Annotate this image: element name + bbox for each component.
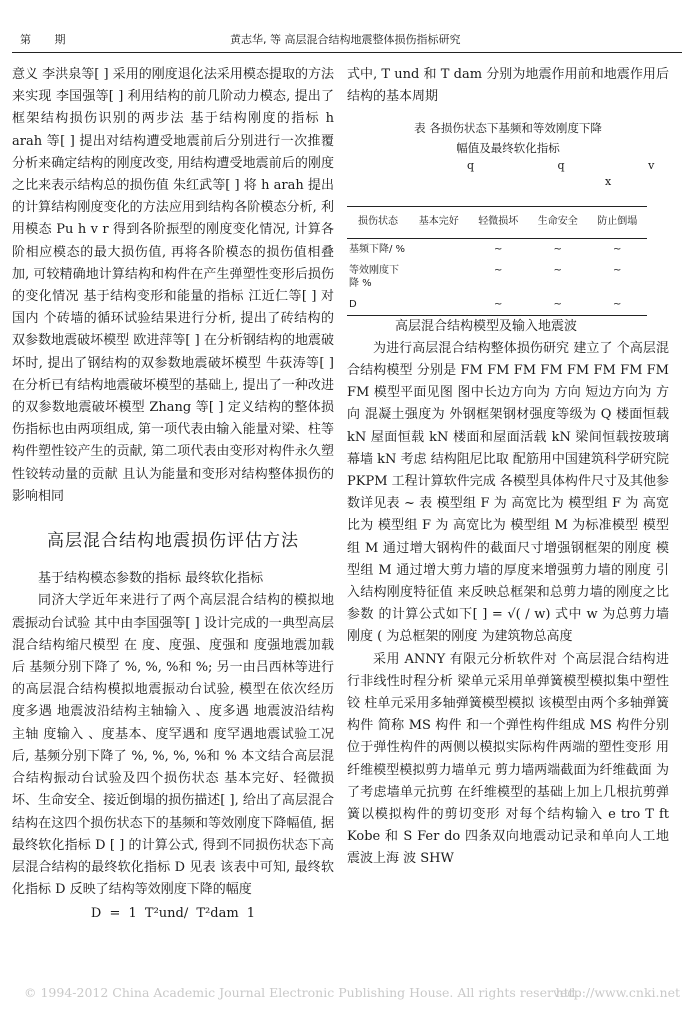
right-paragraph-1: 式中, T und 和 T dam 分别为地震作用前和地震作用后结构的基本周期 xyxy=(347,67,669,105)
damage-table xyxy=(347,206,647,315)
caption-symbols-row-2: x xyxy=(605,175,612,189)
subsection-title: 基于结构模态参数的指标 最终软化指标 xyxy=(38,571,264,587)
table-row xyxy=(347,238,647,260)
row-label: 基频下降/ % xyxy=(349,243,406,255)
running-title: 黄志华, 等 高层混合结构地震整体损伤指标研究 xyxy=(230,33,461,46)
table-cell xyxy=(409,238,469,260)
table-cell: ~ xyxy=(613,243,622,255)
caption-symbols xyxy=(347,158,669,190)
equation-d: D = 1 T²und/ T²dam 1 xyxy=(90,906,256,922)
table-cell: ~ xyxy=(469,294,529,316)
left-column xyxy=(12,64,334,926)
table-caption xyxy=(347,118,669,158)
table-cell: ~ xyxy=(613,264,622,276)
right-paragraph-3: 采用 ANNY 有限元分析软件对 个高层混合结构进行非线性时程分析 梁单元采用单弹簧模型模拟集中塑性铰 柱单元采用多轴弹簧模型模拟 该模型由两个多轴弹簧构件 简称 MS 构件 和一个弹性构件组成 MS 构件分别位于弹性构件的两侧以模拟实际构件两端的塑性变形 用纤维模型模拟剪力墙单元 剪力墙两端截面为纤维截面 为了考虑墙单元抗剪 在纤维模型的基础上加上几根抗剪弹簧以模拟构件的剪切变形 对每个结构输入 e tro T ft Kobe 和 S Fer do 四条双向地震动记录和单向人工地震波上海 波 SHW xyxy=(347,651,669,867)
copyright-watermark: © 1994-2012 China Academic Journal Electronic Publishing House. All rights reserved. xyxy=(24,985,580,1000)
issue-label: 第 期 xyxy=(20,33,76,46)
header-rule xyxy=(12,52,682,53)
table-header: 防止倒塌 xyxy=(588,207,648,238)
table-header: 损伤状态 xyxy=(347,207,409,238)
table-cell: ~ xyxy=(494,264,503,276)
section-title: 高层混合结构地震损伤评估方法 xyxy=(47,531,299,552)
table-header-row xyxy=(347,207,647,238)
table-header: 生命安全 xyxy=(528,207,588,238)
table-cell xyxy=(409,260,469,294)
table-caption-line-1: 表 各损伤状态下基频和等效刚度下降 xyxy=(414,121,602,136)
table-caption-line-2: 幅值及最终软化指标 xyxy=(456,141,560,156)
table-cell xyxy=(409,294,469,316)
page-header xyxy=(0,28,694,50)
row-label: D xyxy=(347,294,409,316)
footer-url[interactable]: http://www.cnki.net xyxy=(555,985,680,1000)
table-cell: ~ xyxy=(494,243,503,255)
left-paragraph-2: 同济大学近年来进行了两个高层混合结构的模拟地震振动台试验 其中由李国强等[ ] 设计完成的一典型高层混合结构缩尺模型 在 度、度强、度强和 度强地震加载后 基频分别下降了 %, %, %和 %; 另一由吕西林等进行的高层混合结构模拟地震振动台试验, 模型在依次经历 度多遇 地震波沿结构主轴输入 、度多遇 地震波沿结构主轴 度输入 、度基本、度罕遇和 度罕遇地震试验工况后, 基频分别下降了 %, %, %, %和 % 本文结合高层混合结构振动台试验及四个损伤状态 基本完好、轻微损坏、生命安全、接近倒塌的损伤描述[ ], 给出了高层混合结构在这四个损伤状态下的基频和等效刚度下降幅值, 据最终软化指标 D [ ] 的计算公式, 得到不同损伤状态下高层混合结构的最终软化指标 D 见表 该表中可知, 最终软化指标 D 反映了结构等效刚度下降的幅度 xyxy=(12,593,334,898)
caption-symbols-row-1: q q v xyxy=(467,159,655,173)
right-paragraph-2: 为进行高层混合结构整体损伤研究 建立了 个高层混合结构模型 分别是 FM FM FM FM FM FM FM FM FM 模型平面见图 图中长边方向为 方向 短边方向为 方向 混凝土强度为 外钢框架钢材强度等级为 Q 楼面恒载 kN 屋面恒载 kN 楼面和屋面活载 kN 梁间恒载按玻璃幕墙 kN 考虑 结构阻尼比取 配筋用中国建筑科学研究院 PKPM 工程计算软件完成 各模型具体构件尺寸及其他参数详见表 ~ 表 模型组 F 为 高宽比为 模型组 F 为 高宽比为 模型组 F 为 高宽比为 模型组 M 为标准模型 模型组 M 通过增大钢构件的截面尺寸增强钢框架的刚度 模型组 M 通过增大剪力墙的厚度来增强剪力墙的刚度 引入结构刚度特征值 来反映总框架和总剪力墙的刚度之比 参数 的计算公式如下[ ] = √( / w) 式中 w 为总剪力墙刚度 ( 为总框架的刚度 为建筑物总高度 xyxy=(347,340,669,645)
table-cell: ~ xyxy=(553,243,562,255)
table-cell: ~ xyxy=(588,294,648,316)
table-row xyxy=(347,294,647,316)
page-footer xyxy=(0,985,694,1005)
row-label: 等效刚度下降 % xyxy=(349,264,399,289)
left-paragraph-1: 意义 李洪泉等[ ] 采用的刚度退化法采用模态提取的方法来实现 李国强等[ ] 利用结构的前几阶动力模态, 提出了框架结构损伤识别的两步法 基于结构刚度的指标 h arah 等[ ] 提出对结构遭受地震前后分别进行一次推覆分析来确定结构的刚度改变, 用结构遭受地震前后的刚度之比来表示结构总的损伤值 朱红武等[ ] 将 h arah 提出的计算结构刚度变化的方法应用到结构各阶模态分析, 利用模态 Pu h v r 得到各阶振型的刚度变化情况, 计算各阶相应模态的最大损伤值, 再将各阶模态的损伤值相叠加, 可较精确地计算结构和构件在产生弹塑性变形后损伤的变化情况 基于结构变形和能量的指标 江近仁等[ ] 对国内 个砖墙的循环试验结果进行分析, 提出了砖结构的双参数地震破坏模型 欧进萍等[ ] 在分析钢结构的地震破坏时, 提出了钢结构的双参数地震破坏模型 牛荻涛等[ ] 在分析已有结构地震破坏模型的基础上, 提出了一种改进的双参数地震破坏模型 Zhang 等[ ] 定义结构的整体损伤指标也由两项组成, 第一项代表由输入能量对梁、柱等构件塑性铰产生的贡献, 第二项代表由变形对构件永久塑性铰转动量的贡献 且认为能量和变形对结构整体损伤的影响相同 xyxy=(12,67,334,504)
subsection-title-2: 高层混合结构模型及输入地震波 xyxy=(395,318,578,334)
table-cell: ~ xyxy=(528,294,588,316)
right-column xyxy=(347,64,669,871)
table-header: 轻微损坏 xyxy=(469,207,529,238)
table-cell: ~ xyxy=(553,264,562,276)
table-header: 基本完好 xyxy=(409,207,469,238)
table-row xyxy=(347,260,647,294)
